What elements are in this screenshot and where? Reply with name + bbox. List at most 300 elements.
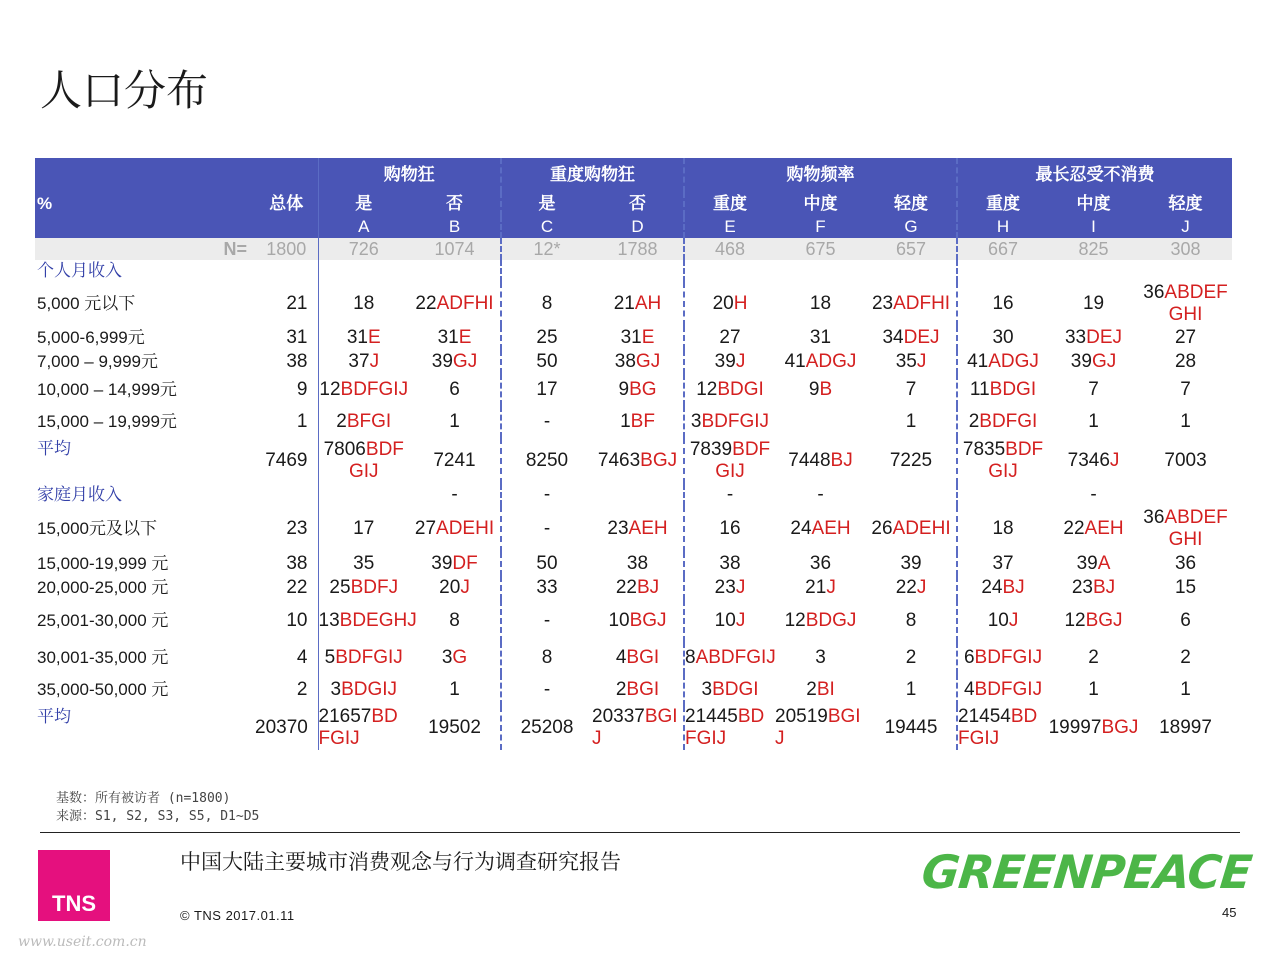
significance-letters: DF bbox=[452, 553, 478, 574]
table-cell bbox=[592, 674, 684, 706]
table-cell bbox=[866, 674, 957, 706]
column-letter: C bbox=[501, 216, 592, 238]
table-cell bbox=[409, 438, 501, 484]
cell-value: 38 bbox=[626, 553, 649, 574]
significance-letters: ABDFGIJ bbox=[695, 647, 776, 668]
table-cell bbox=[501, 552, 592, 576]
row-label: 35,000-50,000 元 bbox=[37, 680, 169, 699]
cell-value: 20337 bbox=[592, 706, 645, 727]
cell-value: 12 bbox=[784, 610, 806, 631]
cell-value: 28 bbox=[1174, 351, 1197, 372]
cell-value: 19502 bbox=[428, 717, 481, 738]
cell-value: 23 bbox=[714, 577, 736, 598]
significance-letters: BGJ bbox=[1101, 717, 1139, 738]
significance-letters: BDEGHJ bbox=[339, 610, 417, 631]
significance-letters: BGJ bbox=[640, 450, 678, 471]
demographics-table bbox=[35, 158, 1232, 750]
group-header: 购物狂 bbox=[318, 158, 501, 192]
significance-letters: BGIJ bbox=[775, 706, 861, 749]
table-cell bbox=[866, 506, 957, 552]
cell-value: 1 bbox=[449, 411, 460, 432]
footnote bbox=[56, 790, 259, 826]
significance-letters: B bbox=[819, 379, 833, 400]
total-value: 20370 bbox=[255, 717, 308, 738]
cell-value: 8 bbox=[541, 293, 553, 314]
table-cell bbox=[684, 326, 775, 350]
table-cell bbox=[1048, 674, 1139, 706]
significance-letters: BDFGIJ bbox=[318, 706, 398, 749]
table-cell bbox=[592, 406, 684, 438]
table-cell bbox=[409, 406, 501, 438]
total-value: 38 bbox=[286, 351, 308, 372]
cell-value: 16 bbox=[719, 518, 741, 539]
table-cell bbox=[1139, 350, 1232, 374]
table-cell bbox=[775, 552, 866, 576]
cell-value: 35 bbox=[353, 553, 375, 574]
total-value: 9 bbox=[296, 379, 308, 400]
table-cell bbox=[866, 438, 957, 484]
significance-letters: ADEHI bbox=[436, 518, 495, 539]
table-cell bbox=[318, 438, 409, 484]
table-cell bbox=[409, 350, 501, 374]
empty-cell bbox=[592, 260, 684, 282]
cell-value: 6 bbox=[449, 379, 460, 400]
table-cell bbox=[318, 552, 409, 576]
cell-value: 1 bbox=[905, 411, 917, 432]
cell-value: 22 bbox=[895, 577, 917, 598]
cell-value: 35 bbox=[895, 351, 917, 372]
total-value: 4 bbox=[296, 647, 308, 668]
cell-value: 3 bbox=[815, 647, 826, 668]
cell-value: 31 bbox=[809, 327, 832, 348]
cell-value: 7835 bbox=[962, 439, 1006, 460]
empty-cell bbox=[684, 260, 775, 282]
table-cell bbox=[1048, 484, 1139, 506]
cell-value: 39 bbox=[431, 351, 453, 372]
table-cell bbox=[684, 350, 775, 374]
table-cell bbox=[775, 484, 866, 506]
significance-letters: J bbox=[826, 577, 836, 598]
table-cell bbox=[501, 350, 592, 374]
empty-cell bbox=[255, 260, 318, 282]
table-cell bbox=[1048, 506, 1139, 552]
table-cell bbox=[318, 484, 409, 506]
significance-letters: J bbox=[916, 351, 927, 372]
significance-letters: ABDEFGHI bbox=[1164, 507, 1228, 550]
cell-value: 11 bbox=[969, 379, 990, 400]
n-value: 657 bbox=[866, 238, 957, 260]
cell-value: 39 bbox=[431, 553, 453, 574]
table-cell bbox=[684, 674, 775, 706]
significance-letters: ADGJ bbox=[805, 351, 857, 372]
table-cell bbox=[684, 438, 775, 484]
table-cell bbox=[592, 438, 684, 484]
n-value: 675 bbox=[775, 238, 866, 260]
table-cell bbox=[409, 506, 501, 552]
cell-value: 2 bbox=[1180, 647, 1191, 668]
sub-header-cell: 轻度 bbox=[866, 192, 957, 216]
significance-letters: J bbox=[1109, 450, 1120, 471]
cell-value: 19997 bbox=[1048, 717, 1102, 738]
cell-value: 15 bbox=[1174, 577, 1197, 598]
sub-header-cell: 否 bbox=[592, 192, 684, 216]
cell-value: - bbox=[1090, 484, 1097, 505]
significance-letters: J bbox=[1008, 610, 1019, 631]
row-label: 5,000-6,999元 bbox=[37, 328, 145, 347]
significance-letters: BGIJ bbox=[592, 706, 678, 749]
cell-value: 8 bbox=[905, 610, 917, 631]
table-cell bbox=[501, 406, 592, 438]
cell-value: 25 bbox=[329, 577, 351, 598]
cell-value: 7839 bbox=[689, 439, 733, 460]
cell-value: 3 bbox=[330, 679, 342, 700]
n-value: 12* bbox=[501, 238, 592, 260]
significance-letters: BJ bbox=[830, 450, 853, 471]
table-cell bbox=[1139, 406, 1232, 438]
significance-letters: DEJ bbox=[903, 327, 940, 348]
significance-letters: ADFHI bbox=[436, 293, 494, 314]
significance-letters: BDFGIJ bbox=[348, 439, 404, 482]
row-label: 20,000-25,000 元 bbox=[37, 578, 169, 597]
table-cell bbox=[684, 552, 775, 576]
total-value: 22 bbox=[286, 577, 308, 598]
row-label: 10,000 – 14,999元 bbox=[37, 380, 177, 399]
cell-value: 34 bbox=[882, 327, 904, 348]
n-value: 1788 bbox=[592, 238, 684, 260]
cell-value: 2 bbox=[1088, 647, 1099, 668]
sub-header-cell: 轻度 bbox=[1139, 192, 1232, 216]
table-cell bbox=[592, 282, 684, 326]
cell-value: 30 bbox=[992, 327, 1014, 348]
table-cell bbox=[409, 374, 501, 406]
cell-value: 3 bbox=[441, 647, 453, 668]
table-cell bbox=[957, 642, 1048, 674]
table-cell bbox=[501, 674, 592, 706]
total-value: 2 bbox=[296, 679, 308, 700]
table-cell bbox=[501, 706, 592, 750]
table-cell bbox=[1139, 374, 1232, 406]
table-row bbox=[35, 438, 1232, 484]
table-cell bbox=[409, 326, 501, 350]
row-label: 7,000 – 9,999元 bbox=[37, 352, 158, 371]
cell-value: 24 bbox=[981, 577, 1003, 598]
cell-value: 27 bbox=[414, 518, 437, 539]
cell-value: 21 bbox=[805, 577, 827, 598]
cell-value: 1 bbox=[449, 679, 460, 700]
sub-header-cell: 否 bbox=[409, 192, 501, 216]
table-cell bbox=[957, 674, 1048, 706]
table-cell bbox=[866, 706, 957, 750]
sub-header-cell: % bbox=[35, 192, 255, 216]
table-cell bbox=[957, 600, 1048, 642]
table-cell bbox=[592, 326, 684, 350]
sub-header-cell: 中度 bbox=[1048, 192, 1139, 216]
table-cell bbox=[957, 326, 1048, 350]
cell-value: 21454 bbox=[958, 706, 1011, 727]
table-cell bbox=[866, 326, 957, 350]
cell-value: 12 bbox=[1064, 610, 1086, 631]
table-cell bbox=[684, 374, 775, 406]
table-cell bbox=[1139, 706, 1232, 750]
table-cell bbox=[409, 484, 501, 506]
table-cell bbox=[684, 706, 775, 750]
cell-value: 10 bbox=[714, 610, 736, 631]
cell-value: - bbox=[451, 484, 458, 505]
significance-letters: BI bbox=[816, 679, 835, 700]
cell-value: 7 bbox=[1180, 379, 1191, 400]
table-cell bbox=[1139, 282, 1232, 326]
cell-value: 38 bbox=[614, 351, 636, 372]
column-letter: B bbox=[409, 216, 501, 238]
n-value: 726 bbox=[318, 238, 409, 260]
table-cell bbox=[957, 406, 1048, 438]
cell-value: 26 bbox=[871, 518, 893, 539]
significance-letters: BDFGIJ bbox=[974, 647, 1043, 668]
table-cell bbox=[1139, 576, 1232, 600]
cell-value: 25 bbox=[536, 327, 558, 348]
table-row bbox=[35, 406, 1232, 438]
significance-letters: BGJ bbox=[629, 610, 667, 631]
significance-letters: BDGI bbox=[989, 379, 1037, 400]
table-cell bbox=[318, 642, 409, 674]
significance-letters: BDFJ bbox=[350, 577, 399, 598]
table-cell bbox=[1048, 642, 1139, 674]
table-cell bbox=[866, 552, 957, 576]
row-label: 25,001-30,000 元 bbox=[37, 611, 169, 630]
table-cell bbox=[592, 706, 684, 750]
n-value: 308 bbox=[1139, 238, 1232, 260]
empty-cell bbox=[866, 260, 957, 282]
table-cell bbox=[1048, 326, 1139, 350]
cell-value: 27 bbox=[1174, 327, 1197, 348]
significance-letters: BDGIJ bbox=[341, 679, 398, 700]
cell-value: 33 bbox=[536, 577, 558, 598]
cell-value: 8 bbox=[449, 610, 460, 631]
cell-value: 12 bbox=[696, 379, 718, 400]
page-number: 45 bbox=[1222, 905, 1237, 920]
table-cell bbox=[501, 438, 592, 484]
significance-letters: E bbox=[641, 327, 655, 348]
table-cell bbox=[1048, 600, 1139, 642]
cell-value: 7003 bbox=[1164, 450, 1207, 471]
cell-value: 8 bbox=[541, 647, 553, 668]
table-cell bbox=[866, 406, 957, 438]
cell-value: 5 bbox=[324, 647, 336, 668]
cell-value: 7346 bbox=[1067, 450, 1110, 471]
table-cell bbox=[318, 282, 409, 326]
table-cell bbox=[684, 506, 775, 552]
cell-value: 39 bbox=[1076, 553, 1098, 574]
sub-header-cell: 重度 bbox=[684, 192, 775, 216]
cell-value: 16 bbox=[992, 293, 1014, 314]
significance-letters: J bbox=[735, 351, 746, 372]
table-cell bbox=[409, 576, 501, 600]
group-header: 最长忍受不消费 bbox=[957, 158, 1232, 192]
cell-value: 39 bbox=[900, 553, 922, 574]
cell-value: 33 bbox=[1064, 327, 1087, 348]
report-title: 中国大陆主要城市消费观念与行为调查研究报告 bbox=[180, 850, 621, 874]
cell-value: 37 bbox=[992, 553, 1014, 574]
table-cell bbox=[866, 374, 957, 406]
significance-letters: J bbox=[916, 577, 927, 598]
significance-letters: DEJ bbox=[1086, 327, 1123, 348]
cell-value: 36 bbox=[1143, 282, 1165, 303]
table-cell bbox=[318, 674, 409, 706]
table-cell bbox=[318, 706, 409, 750]
table-cell bbox=[1048, 350, 1139, 374]
cell-value: 13 bbox=[318, 610, 340, 631]
significance-letters: BDGI bbox=[712, 679, 759, 700]
cell-value: - bbox=[543, 411, 551, 432]
letter-spacer bbox=[35, 216, 255, 238]
page-title: 人口分布 bbox=[40, 66, 209, 115]
section-label: 个人月收入 bbox=[37, 261, 122, 280]
sub-header-row bbox=[35, 192, 1232, 216]
cell-value: 2 bbox=[968, 411, 980, 432]
cell-value: 7448 bbox=[788, 450, 831, 471]
cell-value: 37 bbox=[348, 351, 370, 372]
significance-letters: A bbox=[1097, 553, 1111, 574]
table-cell bbox=[1048, 576, 1139, 600]
total-value: 10 bbox=[286, 610, 308, 631]
significance-letters: BDGJ bbox=[805, 610, 857, 631]
table-cell bbox=[318, 600, 417, 642]
table-cell bbox=[775, 506, 866, 552]
greenpeace-logo: GREENPEACE bbox=[919, 845, 1254, 899]
table-cell bbox=[318, 350, 409, 374]
cell-value: 10 bbox=[987, 610, 1009, 631]
column-letter: G bbox=[866, 216, 957, 238]
cell-value: 36 bbox=[1174, 553, 1197, 574]
cell-value: 23 bbox=[1071, 577, 1093, 598]
table-cell bbox=[318, 406, 409, 438]
sub-header-cell: 是 bbox=[318, 192, 409, 216]
table-cell bbox=[775, 406, 866, 438]
group-header: 重度购物狂 bbox=[501, 158, 684, 192]
table-cell bbox=[1048, 706, 1139, 750]
table-cell bbox=[684, 282, 775, 326]
table-cell bbox=[866, 600, 957, 642]
n-value: 1800 bbox=[255, 238, 318, 260]
table-cell bbox=[501, 282, 592, 326]
cell-value: 27 bbox=[719, 327, 741, 348]
sub-header-cell: 总体 bbox=[255, 192, 318, 216]
table-cell bbox=[775, 374, 866, 406]
table-cell bbox=[592, 350, 684, 374]
table-cell bbox=[409, 642, 501, 674]
table-cell bbox=[409, 706, 501, 750]
cell-value: 20 bbox=[712, 293, 734, 314]
significance-letters: BDFGIJ bbox=[974, 679, 1043, 700]
cell-value: 25208 bbox=[520, 717, 574, 738]
cell-value: 20519 bbox=[775, 706, 828, 727]
column-letter: H bbox=[957, 216, 1048, 238]
table-cell bbox=[957, 350, 1048, 374]
table-cell bbox=[409, 282, 501, 326]
cell-value: 6 bbox=[963, 647, 975, 668]
significance-letters: J bbox=[735, 610, 746, 631]
table-row bbox=[35, 706, 1232, 750]
table-cell bbox=[592, 374, 684, 406]
n-value: 1074 bbox=[409, 238, 501, 260]
cell-value: - bbox=[543, 484, 551, 505]
table-cell bbox=[684, 406, 775, 438]
cell-value: 7 bbox=[905, 379, 917, 400]
cell-value: 24 bbox=[790, 518, 812, 539]
significance-letters: H bbox=[733, 293, 748, 314]
cell-value: 9 bbox=[808, 379, 820, 400]
cell-value: 38 bbox=[719, 553, 741, 574]
cell-value: 23 bbox=[607, 518, 629, 539]
table-cell bbox=[957, 374, 1048, 406]
watermark: www.useit.com.cn bbox=[18, 934, 147, 950]
group-header: 购物频率 bbox=[684, 158, 957, 192]
total-value: 23 bbox=[286, 518, 308, 539]
table-row bbox=[35, 552, 1232, 576]
table-cell bbox=[957, 484, 1048, 506]
group-header-row bbox=[35, 158, 1232, 192]
table-cell bbox=[775, 576, 866, 600]
table-cell bbox=[409, 600, 501, 642]
significance-letters: G bbox=[452, 647, 468, 668]
total-value bbox=[255, 484, 318, 506]
column-letter: J bbox=[1139, 216, 1232, 238]
cell-value: 7241 bbox=[433, 450, 476, 471]
row-label: 15,000 – 19,999元 bbox=[37, 412, 177, 431]
cell-value: 39 bbox=[1070, 351, 1092, 372]
table-cell bbox=[775, 350, 866, 374]
cell-value: 7225 bbox=[889, 450, 933, 471]
table-cell bbox=[684, 642, 775, 674]
cell-value: 31 bbox=[346, 327, 368, 348]
total-value: 38 bbox=[286, 553, 308, 574]
table-row bbox=[35, 506, 1232, 552]
significance-letters: BDFGI bbox=[979, 411, 1038, 432]
empty-cell bbox=[775, 260, 866, 282]
total-value: 1 bbox=[296, 411, 308, 432]
cell-value: 4 bbox=[615, 647, 627, 668]
cell-value: 1 bbox=[1088, 411, 1099, 432]
significance-letters: ADGJ bbox=[988, 351, 1039, 372]
cell-value: 1 bbox=[1180, 411, 1191, 432]
cell-value: 1 bbox=[1180, 679, 1191, 700]
significance-letters: AEH bbox=[628, 518, 668, 539]
row-label: 平均 bbox=[37, 439, 71, 458]
cell-value: 31 bbox=[620, 327, 642, 348]
empty-cell bbox=[1048, 260, 1139, 282]
table-cell bbox=[775, 706, 866, 750]
table-row bbox=[35, 674, 1232, 706]
significance-letters: GJ bbox=[635, 351, 661, 372]
source-note: 来源：S1, S2, S3, S5, D1~D5 bbox=[56, 809, 260, 824]
cell-value: 8250 bbox=[525, 450, 569, 471]
cell-value: 1 bbox=[905, 679, 917, 700]
table-cell bbox=[957, 282, 1048, 326]
table-cell bbox=[1139, 642, 1232, 674]
table-cell bbox=[775, 438, 866, 484]
significance-letters: E bbox=[458, 327, 472, 348]
letter-header-row bbox=[35, 216, 1232, 238]
table-cell bbox=[866, 282, 957, 326]
significance-letters: BG bbox=[629, 379, 657, 400]
column-letter: I bbox=[1048, 216, 1139, 238]
cell-value: 2 bbox=[905, 647, 917, 668]
cell-value: 9 bbox=[618, 379, 630, 400]
cell-value: 21 bbox=[613, 293, 635, 314]
table-cell bbox=[592, 576, 684, 600]
table-row bbox=[35, 642, 1232, 674]
table-cell bbox=[775, 600, 866, 642]
